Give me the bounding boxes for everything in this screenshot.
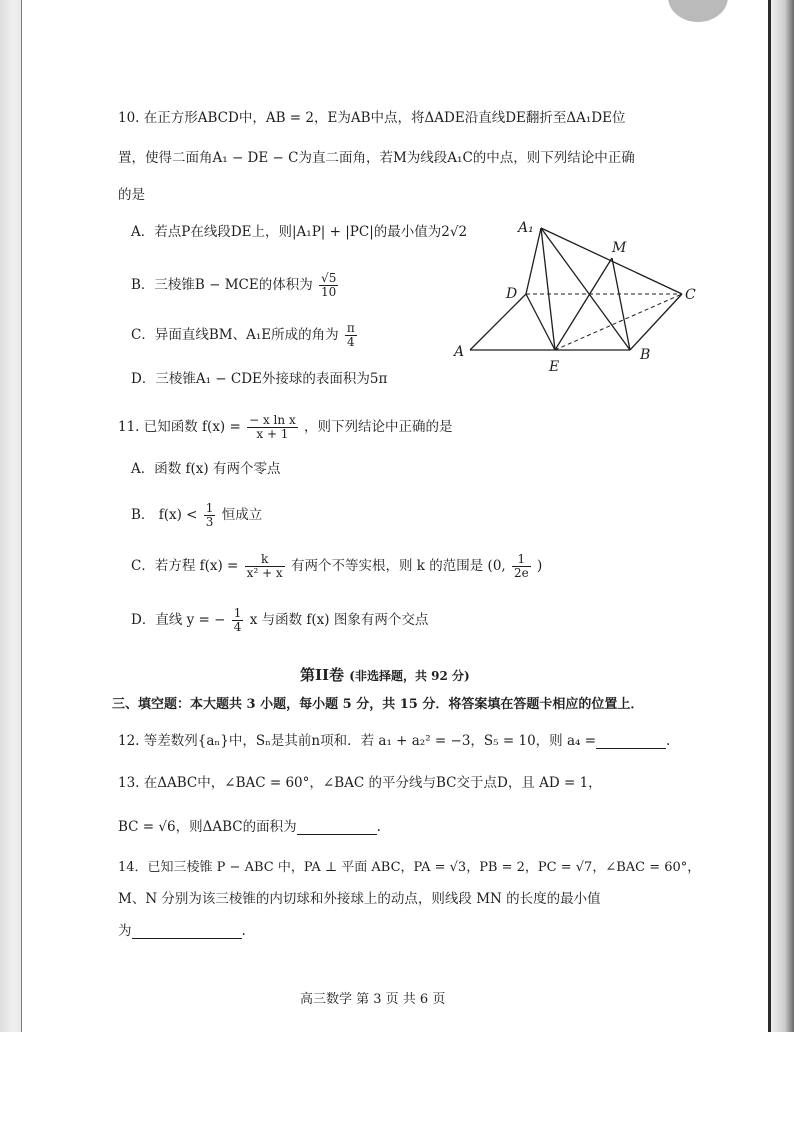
edge-M-B: [612, 258, 630, 350]
q11-option-b-fraction: [204, 502, 216, 529]
q10-option-b: [131, 272, 340, 299]
q12-end: .: [666, 733, 671, 749]
q11-option-c-pre: C．若方程 f(x) =: [131, 558, 239, 575]
edge-D-E: [526, 294, 555, 350]
q10-option-b-fraction: [319, 272, 338, 299]
scan-right-edge: [768, 0, 771, 1032]
fraction-numerator: k: [245, 553, 285, 567]
folded-square-figure: [450, 210, 710, 380]
q10-option-c: [131, 322, 359, 349]
q12-text: 12. 等差数列{aₙ}中，Sₙ是其前n项和．若 a₁ + a₂² = −3，S₅ = 10，则 a₄ =: [118, 733, 597, 749]
label-A: A: [454, 344, 465, 360]
q11-stem-post: ，则下列结论中正确的是: [304, 419, 453, 436]
q10-option-a: A．若点P在线段DE上，则|A₁P| + |PC|的最小值为2√2: [131, 224, 468, 240]
q12-line: [118, 735, 670, 749]
fraction-denominator: 4: [347, 335, 355, 350]
label-D: D: [506, 286, 518, 302]
edge-A1-D: [526, 228, 541, 294]
scan-right-margin: [770, 0, 794, 1032]
fraction-denominator: 10: [321, 285, 337, 300]
label-A1: A₁: [518, 220, 534, 236]
q13-line2: [118, 821, 381, 835]
edge-A-D: [470, 294, 526, 350]
q14-text: 为: [118, 923, 132, 939]
q13-line1: 13. 在ΔABC中，∠BAC = 60°，∠BAC 的平分线与BC交于点D，且 AD = 1，: [118, 775, 602, 791]
q11-stem-pre: 11. 已知函数 f(x) =: [118, 419, 241, 436]
label-B: B: [640, 347, 651, 363]
fraction-denominator: 3: [205, 515, 214, 530]
q12-answer-blank[interactable]: [596, 748, 666, 749]
scan-left-margin: [0, 0, 22, 1032]
label-M: M: [612, 240, 627, 256]
q11-stem: [118, 414, 453, 441]
fraction-numerator: π: [346, 321, 355, 335]
q11-option-a: A．函数 f(x) 有两个零点: [131, 461, 281, 477]
q11-option-c-post: ): [537, 558, 543, 575]
q11-option-d-post: x 与函数 f(x) 图象有两个交点: [249, 612, 429, 629]
fraction-numerator: 1: [512, 553, 531, 567]
q14-line3: [118, 925, 246, 939]
q10-line3: 的是: [118, 187, 145, 203]
scan-artifact: [668, 0, 728, 22]
q11-option-b: [131, 502, 262, 529]
q10-option-d: D．三棱锥A₁ − CDE外接球的表面积为5π: [131, 371, 388, 387]
q14-line2: M、N 分别为该三棱锥的内切球和外接球上的动点，则线段 MN 的长度的最小值: [118, 891, 601, 907]
page-footer: 高三数学 第 3 页 共 6 页: [300, 992, 446, 1007]
fraction-numerator: √5: [321, 271, 337, 285]
q13-text: BC = √6，则ΔABC的面积为: [118, 819, 297, 835]
q11-option-d-pre: D．直线 y = −: [131, 612, 226, 629]
label-C: C: [685, 287, 696, 303]
q11-function-fraction: [247, 414, 298, 441]
scan-left-edge: [21, 0, 22, 1032]
q10-option-c-text: C．异面直线BM、A₁E所成的角为: [131, 327, 339, 344]
label-E: E: [549, 359, 560, 375]
q10-option-c-fraction: [345, 322, 357, 349]
q14-line1: 14．已知三棱锥 P − ABC 中，PA ⊥ 平面 ABC，PA = √3，PB = 2，PC = √7，∠BAC = 60°，: [118, 860, 701, 875]
q11-option-c-range-fraction: [512, 553, 531, 580]
q11-option-d: [131, 607, 428, 634]
part2-subtitle: (非选择题，共 92 分): [349, 669, 470, 683]
page-bottom-blank: [0, 1032, 794, 1123]
q11-option-b-pre: B． f(x) <: [131, 507, 198, 524]
part2-heading: [300, 664, 470, 685]
q11-option-c: [131, 553, 542, 580]
part2-title: 第II卷: [300, 666, 345, 684]
q10-option-b-text: B．三棱锥B − MCE的体积为: [131, 277, 313, 294]
edge-M-E: [555, 258, 612, 350]
q11-option-c-mid: 有两个不等实根，则 k 的范围是 (0,: [291, 558, 506, 575]
fraction-denominator: 2e: [514, 566, 529, 581]
edge-B-C: [630, 294, 682, 350]
fraction-denominator: x + 1: [256, 427, 289, 442]
edge-A1-C: [541, 228, 682, 294]
q14-end: .: [241, 923, 246, 939]
fraction-numerator: − x ln x: [249, 413, 296, 427]
edge-E-C-hidden: [555, 294, 682, 350]
q11-option-b-post: 恒成立: [221, 507, 263, 524]
fraction-denominator: 4: [233, 620, 242, 635]
q11-option-d-fraction: [232, 607, 244, 634]
q13-answer-blank[interactable]: [297, 834, 377, 835]
q11-option-c-fraction: [245, 553, 285, 580]
fraction-numerator: 1: [233, 606, 242, 620]
q10-line1: 10. 在正方形ABCD中，AB = 2，E为AB中点，将ΔADE沿直线DE翻折至ΔA₁DE位: [118, 110, 626, 126]
fraction-denominator: x² + x: [246, 566, 283, 581]
fraction-numerator: 1: [205, 501, 214, 515]
q10-line2: 置，使得二面角A₁ − DE − C为直二面角，若M为线段A₁C的中点，则下列结论中正确: [118, 150, 635, 166]
edge-A1-E: [541, 228, 555, 350]
fill-in-instruction: 三、填空题：本大题共 3 小题，每小题 5 分，共 15 分．将答案填在答题卡相应的位置上．: [112, 697, 644, 712]
q13-end: .: [376, 819, 381, 835]
q14-answer-blank[interactable]: [132, 938, 242, 939]
